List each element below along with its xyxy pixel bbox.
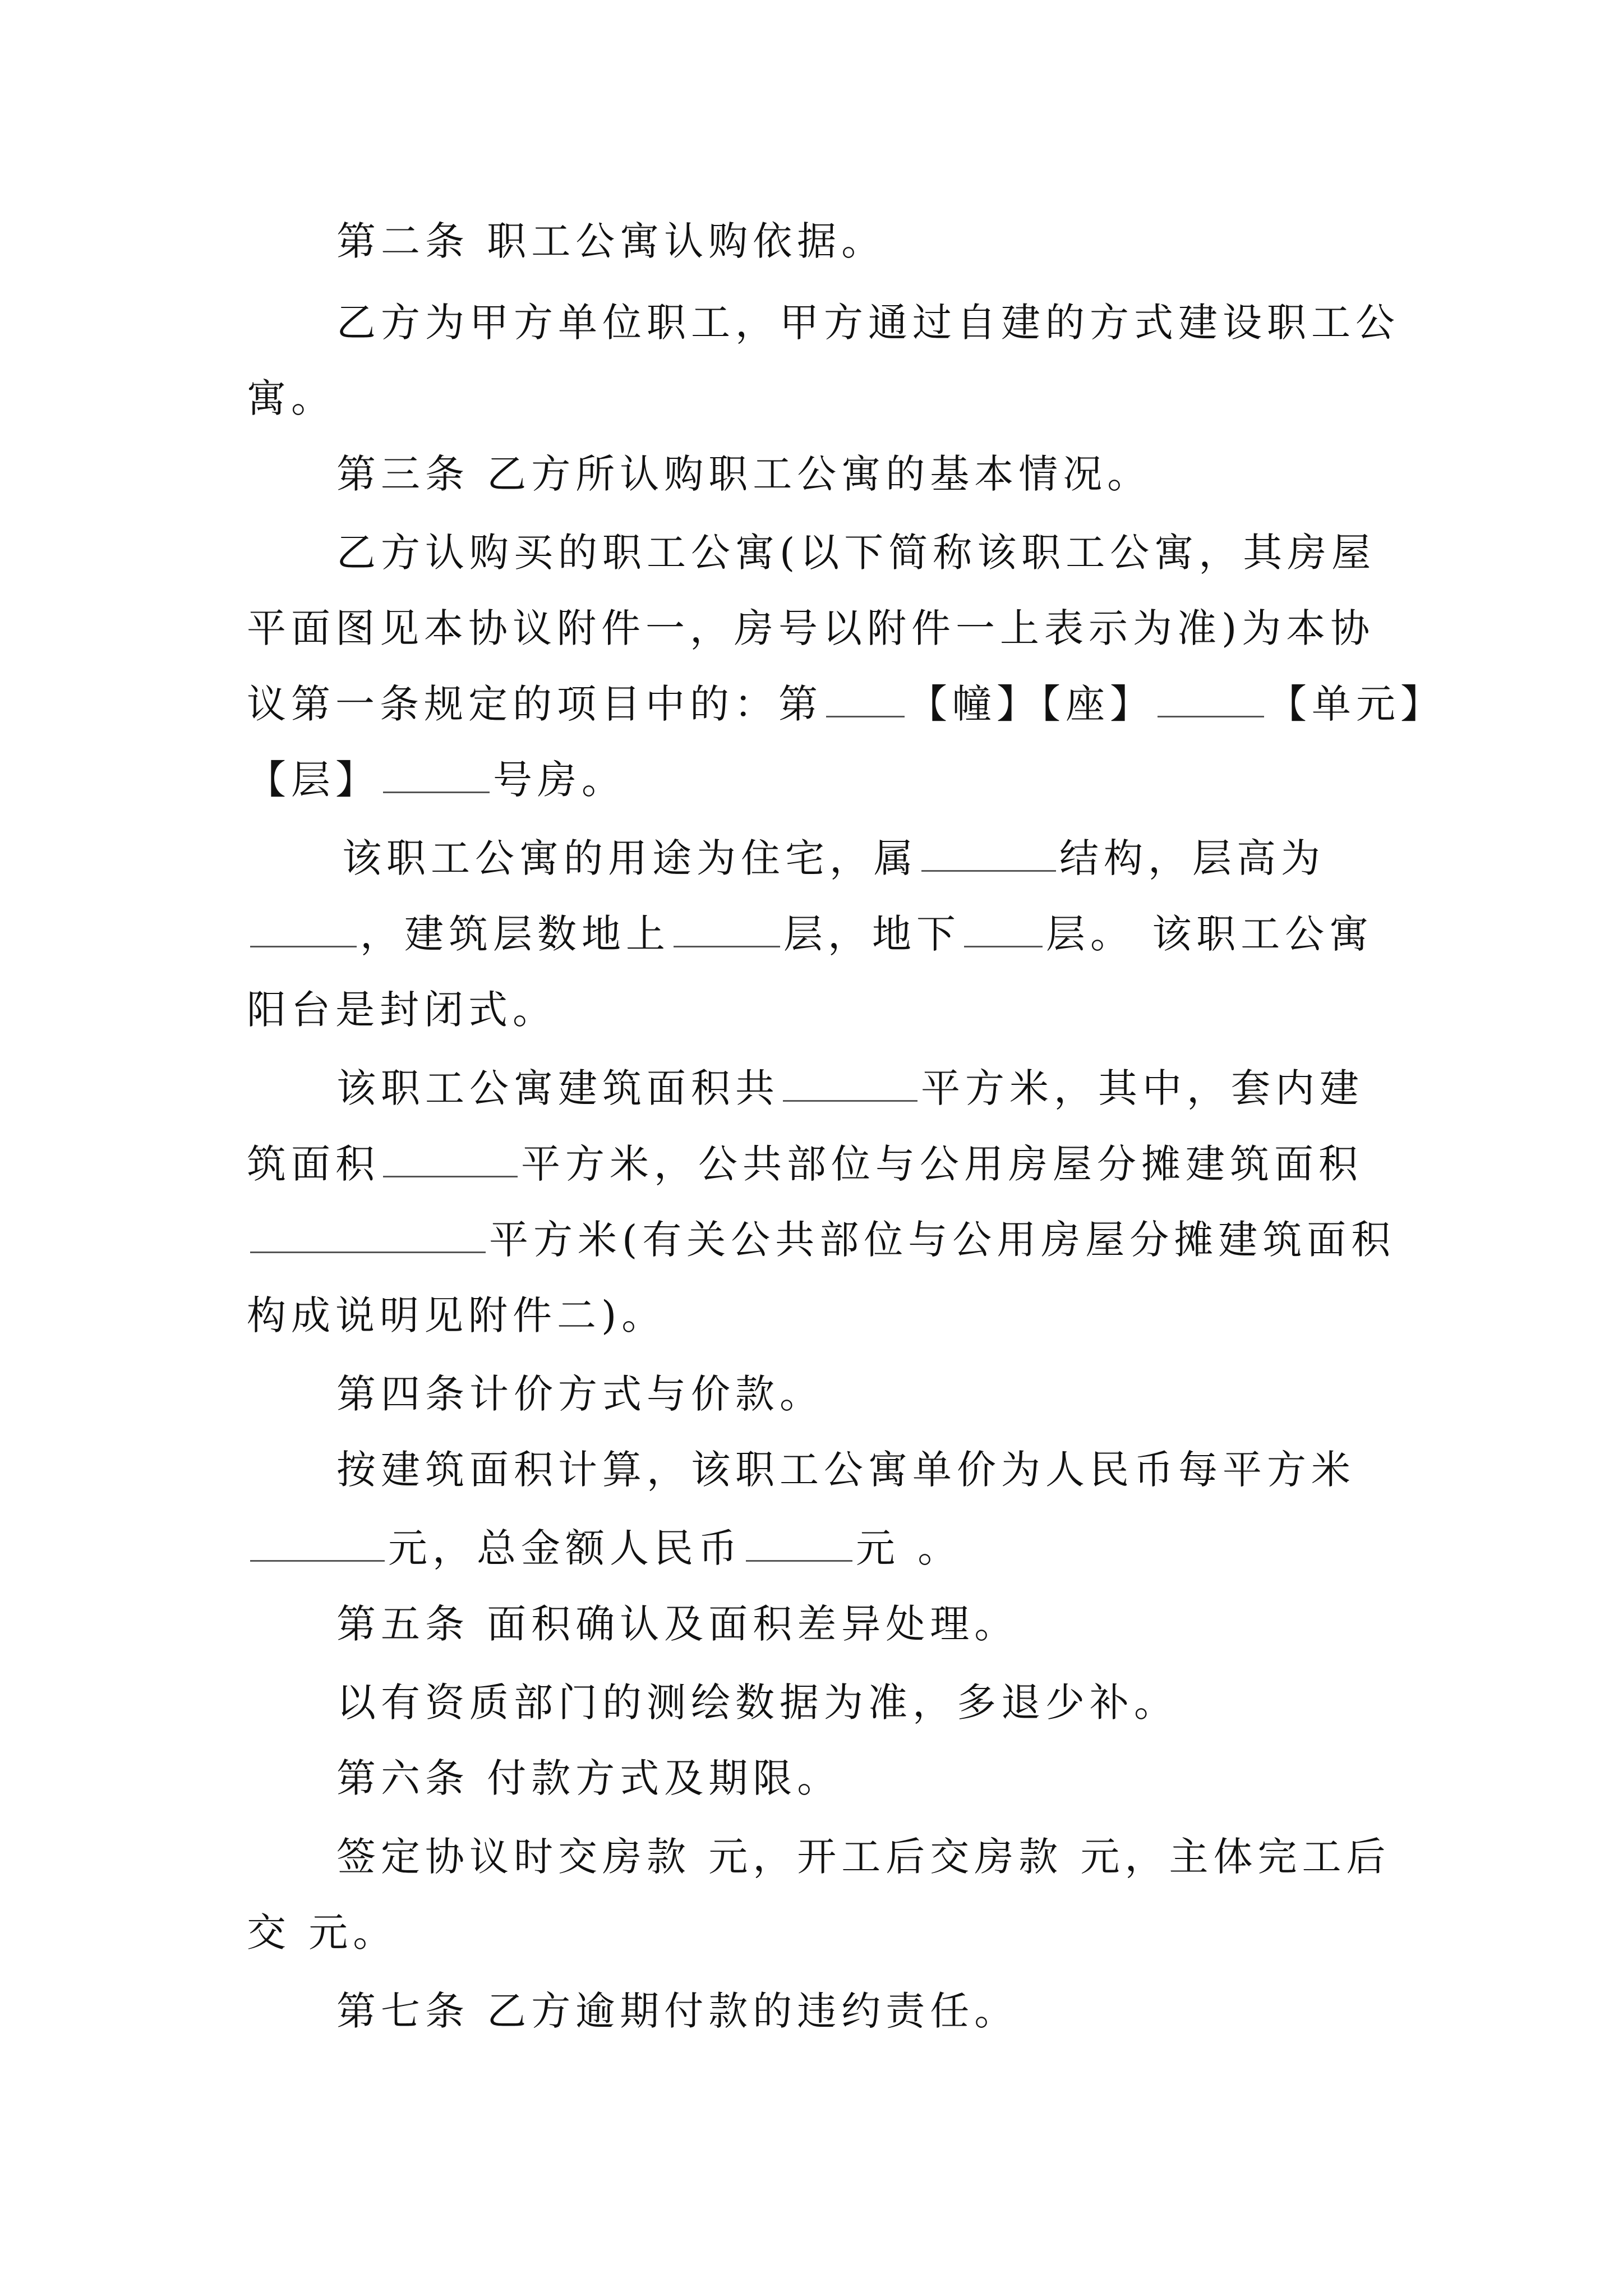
article-4-heading [336,1366,1481,1422]
article-7-heading [336,1983,1481,2039]
text: 第六条 付款方式及期限。 [336,1755,842,1801]
unit-number-blank [1158,683,1264,717]
area-line-2 [247,1136,1391,1192]
text: 签定协议时交房款 元，开工后交房款 元，主体完工后 [336,1834,1391,1880]
text: 寓。 [247,375,335,421]
text: 平方米，公共部位与公用房屋分摊建筑面积 [521,1141,1363,1187]
text: 元，总金额人民币 [388,1525,743,1571]
text: 乙方认购买的职工公寓(以下简称该职工公寓，其房屋 [336,530,1376,576]
article-3-body-line-1 [336,524,1481,581]
text: 按建筑面积计算，该职工公寓单价为人民币每平方米 [336,1447,1355,1493]
area-line-3 [247,1212,1396,1268]
text: 第七条 乙方逾期付款的违约责任。 [336,1988,1019,2034]
text: 第三条 乙方所认购职工公寓的基本情况。 [336,451,1152,497]
text: 阳台是封闭式。 [247,987,557,1033]
text: 第五条 面积确认及面积差异处理。 [336,1601,1019,1647]
text: ，建筑层数地上 [360,911,670,957]
text: 乙方为甲方单位职工，甲方通过自建的方式建设职工公 [336,300,1400,346]
text: 平方米，其中，套内建 [921,1065,1364,1111]
text: 议第一条规定的项目中的：第 [247,681,823,727]
article-2-body-line-2 [247,370,1391,426]
article-6-body-line-2 [247,1904,1391,1961]
text: 【层】 [247,757,380,803]
text: 层。 该职工公寓 [1046,911,1374,957]
article-2-heading [336,213,1481,269]
article-3-body-line-4 [247,752,1391,808]
text: 元 。 [856,1525,962,1571]
text: 筑面积 [247,1141,380,1187]
shared-area-blank [250,1219,486,1253]
article-2-body-line-1 [336,295,1481,351]
total-amount-blank [746,1527,852,1562]
text: 第四条计价方式与价款。 [336,1371,824,1417]
article-4-body-line-1 [336,1442,1481,1498]
text: 结构，层高为 [1059,835,1325,881]
article-3-heading [336,446,1481,502]
text: 该职工公寓建筑面积共 [336,1065,780,1111]
usage-line-2 [247,906,1391,962]
text: 层，地下 [783,911,961,957]
text: 第二条 职工公寓认购依据。 [336,218,886,264]
usage-line-1 [342,830,1486,886]
room-number-blank [383,759,490,793]
area-line-4 [247,1287,1391,1343]
text: 该职工公寓的用途为住宅，属 [342,835,918,881]
text: 号房。 [493,757,626,803]
article-6-heading [336,1750,1481,1806]
inner-area-blank [383,1143,518,1177]
text: 【幢】【座】 [908,681,1154,727]
article-5-body [336,1674,1481,1731]
floor-height-blank [250,913,357,947]
usage-line-3 [247,982,1391,1038]
floors-below-blank [964,913,1043,947]
unit-price-blank [250,1527,385,1562]
building-area-blank [783,1068,917,1102]
article-5-heading [336,1596,1481,1652]
text: 平面图见本协议附件一，房号以附件一上表示为准)为本协 [247,605,1375,651]
text: 以有资质部门的测绘数据为准，多退少补。 [336,1680,1178,1726]
building-number-blank [826,683,905,717]
text: 交 元。 [247,1910,398,1955]
article-3-body-line-2 [247,600,1391,656]
article-4-body-line-2 [247,1520,1391,1576]
article-6-body-line-1 [336,1829,1481,1885]
article-3-body-line-3 [247,676,1445,732]
text: 平方米(有关公共部位与公用房屋分摊建筑面积 [489,1217,1396,1263]
floors-above-blank [674,913,780,947]
area-line-1 [336,1060,1481,1116]
text: 【单元】 [1267,681,1445,727]
structure-blank [921,838,1056,872]
text: 构成说明见附件二)。 [247,1292,666,1338]
